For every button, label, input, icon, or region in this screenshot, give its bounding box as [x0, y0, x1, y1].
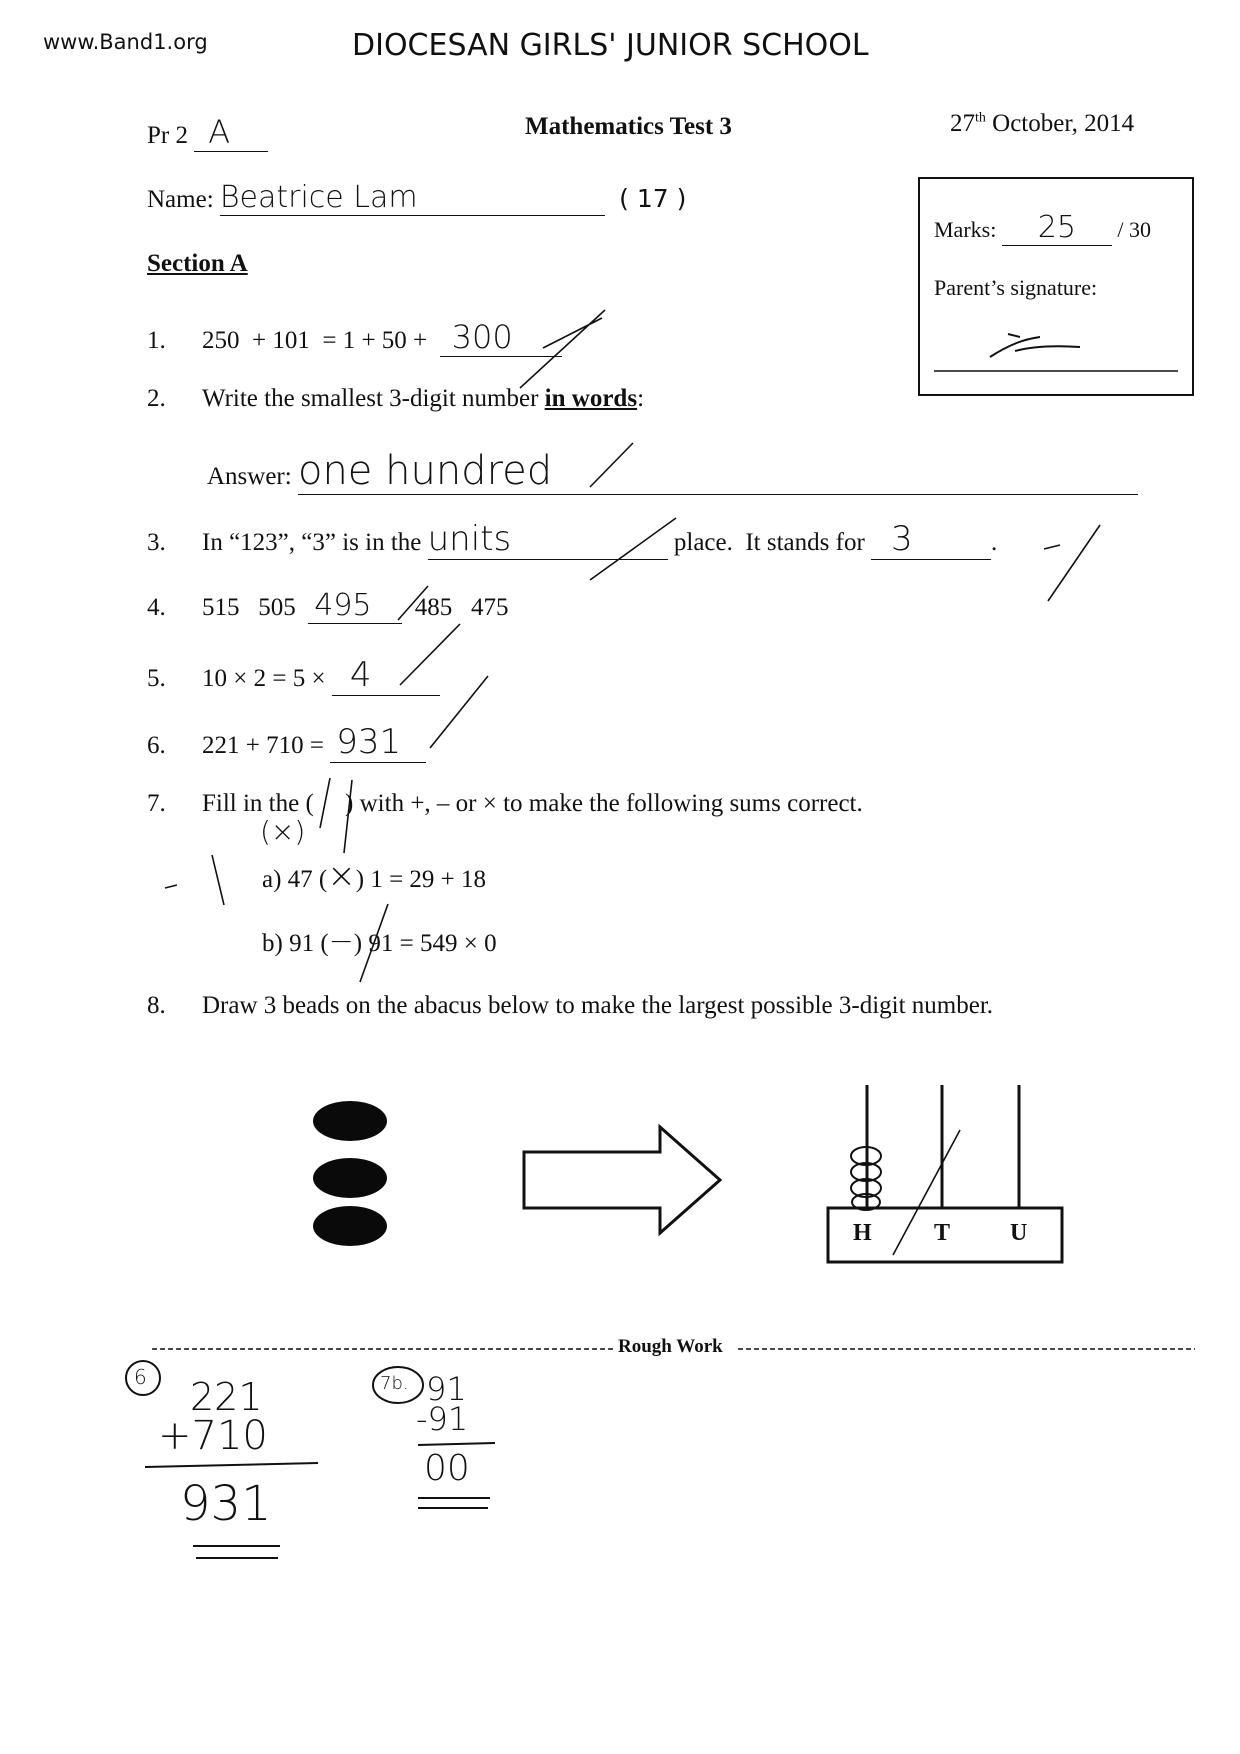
q-text: 10 × 2 = 5 × — [202, 665, 332, 692]
name-label: Name: — [147, 186, 214, 213]
q-num: 1. — [147, 327, 166, 354]
q-text-left: 47 ( — [287, 866, 328, 893]
label-hundreds: H — [853, 1220, 872, 1246]
rough-7b-line1: 91 — [426, 1370, 467, 1408]
marks-value: 25 — [1002, 210, 1112, 246]
q-end: . — [991, 529, 998, 556]
label-tens: T — [934, 1220, 951, 1246]
marks-label: Marks: — [934, 217, 997, 242]
q-text: Draw 3 beads on the abacus below to make the largest possible 3-digit number. — [202, 992, 994, 1019]
q-num: 8. — [147, 992, 166, 1019]
answer-label: Answer: — [207, 463, 292, 490]
rough-7b-tag: 7b. — [380, 1373, 409, 1394]
q-text: Fill in the ( ) with +, – or × to make the following sums correct. — [202, 790, 863, 817]
q-num: 5. — [147, 665, 166, 692]
tick-marks — [165, 310, 1100, 1255]
rough-6-result: 931 — [180, 1476, 272, 1532]
q-num: 3. — [147, 529, 166, 556]
q-text-right: ) 1 = 29 + 18 — [355, 866, 487, 893]
rough-6-tag: 6 — [134, 1365, 147, 1389]
q-text: 515 505 — [202, 594, 302, 621]
q-answer: 495 — [308, 588, 402, 624]
q-answer: 931 — [330, 722, 426, 763]
q-answer: × — [327, 856, 356, 896]
q-text-mid: place. It stands for — [667, 529, 872, 556]
q-text: Write the smallest 3-digit number — [202, 385, 545, 412]
q-num: 4. — [147, 594, 166, 621]
class-value: A — [194, 113, 268, 152]
rough-work-label: Rough Work — [618, 1336, 723, 1357]
q-num: 2. — [147, 385, 166, 412]
q-text: In “123”, “3” is in the — [202, 529, 428, 556]
q-sub-label: b) — [262, 930, 283, 957]
date-suffix: th — [975, 110, 986, 126]
website-watermark: www.Band1.org — [43, 30, 208, 54]
q-answer: 300 — [440, 318, 562, 357]
q-answer-2: 3 — [871, 519, 991, 560]
q-text-right: ) 91 = 549 × 0 — [353, 930, 497, 957]
rough-6-line2: +710 — [158, 1413, 268, 1459]
q-colon: : — [637, 385, 645, 412]
q-answer: 4 — [332, 655, 440, 696]
q-text-after: 485 475 — [408, 594, 509, 621]
q-num: 7. — [147, 790, 166, 817]
marks-total: / 30 — [1117, 217, 1151, 242]
q-answer: − — [328, 924, 354, 959]
q-text: 250 + 101 = 1 + 50 + — [202, 327, 434, 354]
arrow-right-icon — [524, 1127, 720, 1233]
q-answer: units — [428, 519, 668, 560]
school-name: DIOCESAN GIRLS' JUNIOR SCHOOL — [352, 28, 869, 63]
class-number: ( 17 ) — [619, 184, 687, 213]
test-title: Mathematics Test 3 — [525, 113, 732, 140]
rough-6-line1: 221 — [190, 1375, 263, 1419]
q-answer: one hundred — [298, 448, 1138, 495]
date-rest: October, 2014 — [992, 110, 1135, 137]
class-label: Pr 2 — [147, 122, 188, 149]
section-heading: Section A — [147, 250, 248, 277]
name-value: Beatrice Lam — [220, 180, 605, 216]
label-units: U — [1010, 1220, 1028, 1246]
q-text: 221 + 710 = — [202, 732, 331, 759]
q-num: 6. — [147, 732, 166, 759]
q-sub-label: a) — [262, 866, 282, 893]
q-emphasis: in words — [544, 385, 638, 412]
rough-7b-result: 00 — [424, 1448, 470, 1489]
rough-7b-line2: -91 — [416, 1400, 469, 1438]
signature-label: Parent’s signature: — [934, 275, 1098, 300]
q7a-correction: (×) — [260, 815, 306, 848]
q-text-left: 91 ( — [289, 930, 329, 957]
date-day: 27 — [950, 110, 975, 137]
